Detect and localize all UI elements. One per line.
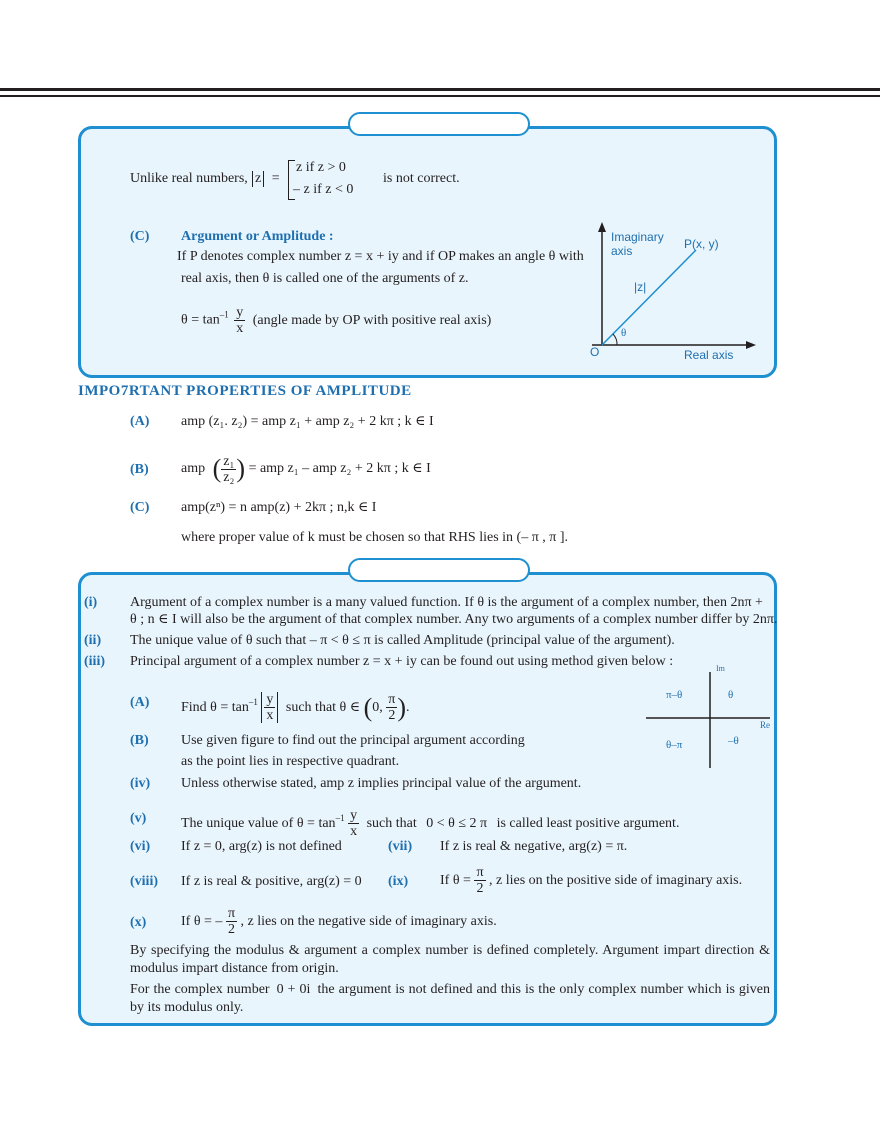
top-rule-thick [0, 88, 880, 91]
section-c-title: Argument or Amplitude : [181, 229, 334, 244]
item-iv-label: (iv) [130, 776, 151, 791]
zero-complex-paragraph: For the complex number 0 + 0i the argument is not defined and this is the only complex number which is given by its modulus only. [130, 982, 771, 1015]
piecewise-case-1: z if z > 0 [296, 160, 346, 175]
item-v-formula: The unique value of $\theta = \tan^{-1}$ $\frac{y}{x}$ such that 0 < θ ≤ 2 π is called least positive argument. [181, 808, 680, 840]
theta-angle-label: θ [621, 327, 627, 339]
quadrant-4-label: –θ [728, 735, 739, 747]
piecewise-case-2: – z if z < 0 [293, 182, 354, 197]
item-b-text-2: as the point lies in respective quadrant. [181, 754, 400, 769]
quadrant-1-label: θ [728, 689, 734, 701]
property-c-label: (C) [130, 500, 150, 515]
item-a-formula: Find $\theta = \tan^{-1}$ $\frac{y}{x}$ such that θ ∈ (0, $\frac{\pi}{2}$ ). [181, 692, 410, 724]
modulus-argument-paragraph: By specifying the modulus & argument a complex number is defined completely. Argument impart direction & modulus impart distance from origin. [130, 943, 770, 976]
section-c-label: (C) [130, 229, 150, 244]
property-b-formula: amp ( $\frac{\text{z₁}}{\text{z₂}}$ ) = amp z₁ – amp z₂ + 2 kπ ; k ∈ I [181, 453, 431, 485]
item-vi-text: If z = 0, arg(z) is not defined [181, 839, 342, 854]
item-viii-label: (viii) [130, 874, 158, 889]
imaginary-axis-label-2: axis [611, 244, 633, 258]
item-iii-label: (iii) [84, 654, 105, 669]
item-i-label: (i) [84, 595, 98, 610]
argument-def-line-1: If P denotes complex number z = x + iy and if OP makes an angle θ with [177, 249, 584, 264]
item-a-label: (A) [130, 695, 150, 710]
unlike-text: Unlike real numbers, [130, 171, 248, 186]
not-correct-text: is not correct. [383, 171, 460, 186]
item-iv-text: Unless otherwise stated, amp z implies principal value of the argument. [181, 776, 582, 791]
top-rule-thin [0, 95, 880, 97]
box-tab-top [348, 112, 530, 136]
abs-z-expression: z = [252, 170, 280, 188]
properties-note: where proper value of k must be chosen so that RHS lies in (– π , π ]. [181, 530, 569, 545]
item-ii-label: (ii) [84, 633, 102, 648]
box-tab-bottom [348, 558, 530, 582]
item-i-text-2: θ ; n ∈ I will also be the argument of that complex number. Any two arguments of a complex number differ by 2nπ. [130, 612, 778, 627]
item-vii-label: (vii) [388, 839, 413, 854]
item-vi-label: (vi) [130, 839, 151, 854]
quadrant-diagram [640, 668, 780, 772]
item-vii-text: If z is real & negative, arg(z) = π. [440, 839, 628, 854]
argument-def-line-2: real axis, then θ is called one of the arguments of z. [181, 271, 469, 286]
quadrant-2-label: π–θ [666, 689, 683, 701]
property-b-label: (B) [130, 462, 149, 477]
item-viii-text: If z is real & positive, arg(z) = 0 [181, 874, 362, 889]
properties-heading: IMPO7RTANT PROPERTIES OF AMPLITUDE [78, 383, 412, 399]
imaginary-axis-label: Imaginary [611, 230, 664, 244]
item-x-text: If θ = – $\frac{\pi}{2}$ , z lies on the negative side of imaginary axis. [181, 906, 497, 938]
item-i-text-1: Argument of a complex number is a many valued function. If θ is the argument of a complex number, then 2nπ + [130, 595, 763, 610]
item-b-label: (B) [130, 733, 149, 748]
point-p-label: P(x, y) [684, 237, 719, 251]
item-ii-text: The unique value of θ such that – π < θ ≤ π is called Amplitude (principal value of the argument). [130, 633, 675, 648]
modulus-label: |z| [634, 280, 647, 294]
item-iii-text: Principal argument of a complex number z = x + iy can be found out using method given below : [130, 654, 674, 669]
property-a-formula: amp (z₁. z₂) = amp z₁ + amp z₂ + 2 kπ ; k ∈ I [181, 414, 434, 429]
quadrant-3-label: θ–π [666, 739, 683, 751]
item-v-label: (v) [130, 811, 147, 826]
item-ix-label: (ix) [388, 874, 409, 889]
item-ix-text: If θ = $\frac{\pi}{2}$ , z lies on the positive side of imaginary axis. [440, 865, 743, 897]
item-x-label: (x) [130, 915, 147, 930]
real-axis-label: Real axis [684, 348, 734, 362]
property-c-formula: amp(zⁿ) = n amp(z) + 2kπ ; n,k ∈ I [181, 500, 377, 515]
origin-label: O [590, 345, 600, 359]
re-axis-label: Re [760, 720, 770, 730]
theta-formula: $\theta = \tan^{-1}$ $\frac{y}{x}$ (angle made by OP with positive real axis) [181, 305, 492, 336]
item-b-text-1: Use given figure to find out the principal argument according [181, 733, 525, 748]
property-a-label: (A) [130, 414, 150, 429]
im-axis-label: Im [716, 664, 725, 673]
